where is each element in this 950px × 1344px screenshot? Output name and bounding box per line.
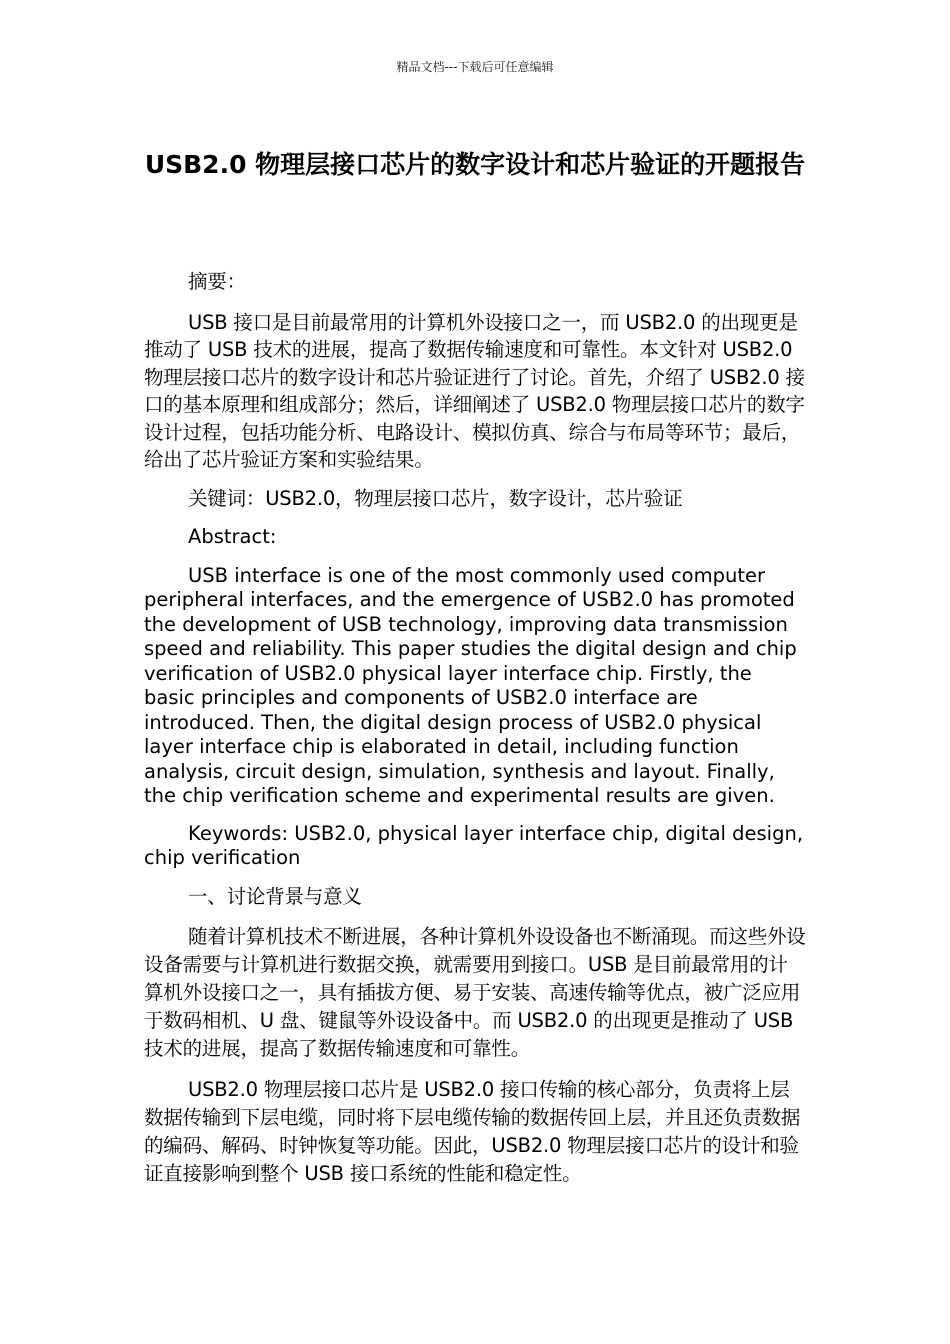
document-body (144, 270, 806, 1188)
document-title: USB2.0 物理层接口芯片的数字设计和芯片验证的开题报告 (144, 150, 806, 179)
abstract-cn-heading: 摘要： (188, 270, 246, 293)
abstract-en-heading: Abstract: (188, 525, 277, 548)
page-header: 精品文档---下载后可任意编辑 (396, 60, 554, 74)
keywords-cn: 关键词：USB2.0，物理层接口芯片，数字设计，芯片验证 (188, 486, 683, 510)
background-paragraph-2: USB2.0 物理层接口芯片是 USB2.0 接口传输的核心部分，负责将上层数据传输到下层电缆，同时将下层电缆传输的数据传回上层，并且还负责数据的编码、解码、时钟恢复等功能。因此，USB2.0 物理层接口芯片的设计和验证直接影响到整个 USB 接口系统的性能和稳定性。 (144, 1078, 801, 1185)
abstract-cn-body: USB 接口是目前最常用的计算机外设接口之一，而 USB2.0 的出现更是推动了 USB 技术的进展，提高了数据传输速度和可靠性。本文针对 USB2.0 物理层接口芯片的数字设计和芯片验证进行了讨论。首先，介绍了 USB2.0 接口的基本原理和组成部分；然后，详细阐述了 USB2.0 物理层接口芯片的数字设计过程，包括功能分析、电路设计、模拟仿真、综合与布局等环节；最后，给出了芯片验证方案和实验结果。 (144, 310, 805, 471)
abstract-en-body: USB interface is one of the most commonly used computer peripheral interfaces, and the emergence of USB2.0 has promoted the development of USB technology, improving data transmission speed and reliability. This paper studies the digital design and chip verification of USB2.0 physical layer interface chip. Firstly, the basic principles and components of USB2.0 interface are introduced. Then, the digital design process of USB2.0 physical layer interface chip is elaborated in detail, including function analysis, circuit design, simulation, synthesis and layout. Finally, the chip verification scheme and experimental results are given. (144, 563, 797, 807)
keywords-en: Keywords: USB2.0, physical layer interface chip, digital design, chip verification (144, 821, 804, 869)
section-heading-background: 一、讨论背景与意义 (188, 884, 362, 908)
background-paragraph-1: 随着计算机技术不断进展，各种计算机外设设备也不断涌现。而这些外设设备需要与计算机进行数据交换，就需要用到接口。USB 是目前最常用的计算机外设接口之一，具有插拔方便、易于安装、高速传输等优点，被广泛应用于数码相机、U 盘、键鼠等外设设备中。而 USB2.0 的出现更是推动了 USB 技术的进展，提高了数据传输速度和可靠性。 (144, 925, 806, 1060)
